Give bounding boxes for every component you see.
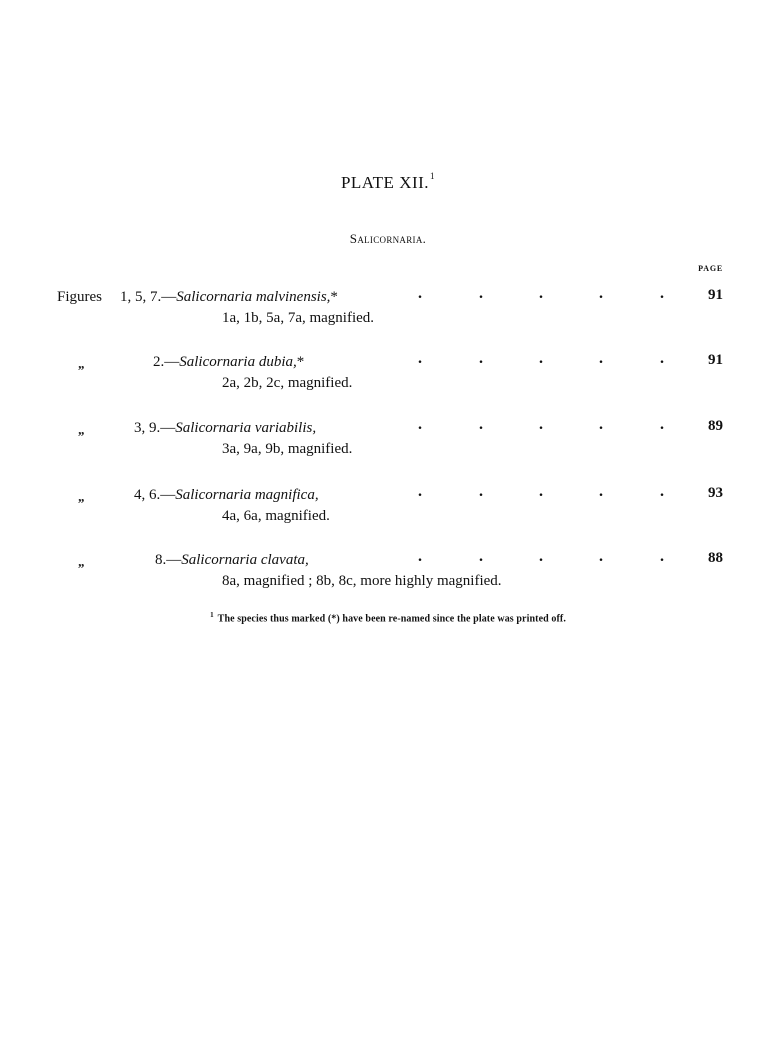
- page-number: 91: [708, 352, 723, 368]
- leader-dot: .: [418, 416, 422, 433]
- entry-description: 2a, 2b, 2c, magnified.: [222, 375, 353, 391]
- figure-numbers: 8.: [155, 552, 167, 568]
- leader-dot: .: [418, 350, 422, 367]
- dash: —: [161, 289, 177, 305]
- leader-dot: .: [599, 285, 603, 302]
- leader-dot: .: [479, 548, 483, 565]
- entry-label: Figures: [57, 289, 102, 305]
- leader-dot: .: [479, 350, 483, 367]
- leader-dot: .: [660, 416, 664, 433]
- leader-dot: .: [660, 548, 664, 565]
- genus-heading: Salicornaria.: [349, 231, 427, 246]
- rename-mark: *: [330, 289, 338, 305]
- entry-main-line: [0, 550, 776, 572]
- figure-numbers: 3, 9.: [134, 420, 161, 436]
- leader-dot: .: [539, 350, 543, 367]
- leader-dot: .: [539, 548, 543, 565]
- entry-figures: [155, 552, 309, 569]
- entry-figures: [134, 420, 316, 437]
- dash: —: [166, 552, 182, 568]
- plate-entry: [0, 418, 776, 466]
- dash: —: [164, 354, 180, 370]
- entry-figures: [153, 354, 304, 371]
- page-number: 88: [708, 550, 723, 566]
- leader-dot: .: [599, 416, 603, 433]
- leader-dot: .: [539, 483, 543, 500]
- ditto-mark: „: [78, 356, 85, 371]
- title-footnote-mark: 1: [430, 171, 436, 182]
- footnote: [0, 611, 776, 624]
- footnote-mark: 1: [210, 611, 214, 619]
- leader-dot: .: [418, 548, 422, 565]
- ditto-mark: „: [78, 422, 85, 437]
- plate-title: [0, 173, 776, 193]
- species-name: Salicornaria clavata,: [181, 552, 309, 568]
- leader-dot: .: [599, 350, 603, 367]
- entry-description: 3a, 9a, 9b, magnified.: [222, 441, 353, 457]
- leader-dot: .: [539, 416, 543, 433]
- figure-numbers: 2.: [153, 354, 165, 370]
- plate-title-text: PLATE XII.: [340, 173, 430, 192]
- plate-entry: [0, 352, 776, 400]
- entry-description: 4a, 6a, magnified.: [222, 508, 330, 524]
- dash: —: [160, 420, 176, 436]
- entry-main-line: [0, 352, 776, 374]
- leader-dot: .: [660, 350, 664, 367]
- ditto-mark: „: [78, 489, 85, 504]
- page-column-header: PAGE: [698, 264, 723, 273]
- species-name: Salicornaria variabilis,: [175, 420, 317, 436]
- page-number: 89: [708, 418, 723, 434]
- entry-figures: [134, 487, 319, 504]
- entry-main-line: [0, 287, 776, 309]
- ditto-mark: „: [78, 554, 85, 569]
- entry-main-line: [0, 418, 776, 440]
- leader-dot: .: [479, 483, 483, 500]
- species-name: Salicornaria dubia,: [179, 354, 297, 370]
- figure-numbers: 4, 6.: [134, 487, 161, 503]
- leader-dot: .: [539, 285, 543, 302]
- figure-numbers: 1, 5, 7.: [120, 289, 162, 305]
- rename-mark: *: [296, 354, 305, 370]
- entry-description: 8a, magnified ; 8b, 8c, more highly magnified.: [222, 573, 502, 589]
- leader-dot: .: [418, 285, 422, 302]
- plate-entry: [0, 287, 776, 335]
- leader-dot: .: [479, 416, 483, 433]
- plate-entry: [0, 485, 776, 533]
- leader-dot: .: [599, 548, 603, 565]
- entry-figures: [120, 289, 338, 306]
- dash: —: [160, 487, 176, 503]
- page-number: 91: [708, 287, 723, 303]
- leader-dot: .: [660, 285, 664, 302]
- footnote-text: The species thus marked (*) have been re-named since the plate was printed off.: [217, 613, 566, 625]
- leader-dot: .: [479, 285, 483, 302]
- entry-main-line: [0, 485, 776, 507]
- plate-entry: [0, 550, 776, 598]
- leader-dot: .: [599, 483, 603, 500]
- species-name: Salicornaria magnifica,: [175, 487, 319, 503]
- entry-description: 1a, 1b, 5a, 7a, magnified.: [222, 310, 375, 326]
- page-number: 93: [708, 485, 723, 501]
- leader-dot: .: [660, 483, 664, 500]
- species-name: Salicornaria malvinensis,: [176, 289, 331, 305]
- leader-dot: .: [418, 483, 422, 500]
